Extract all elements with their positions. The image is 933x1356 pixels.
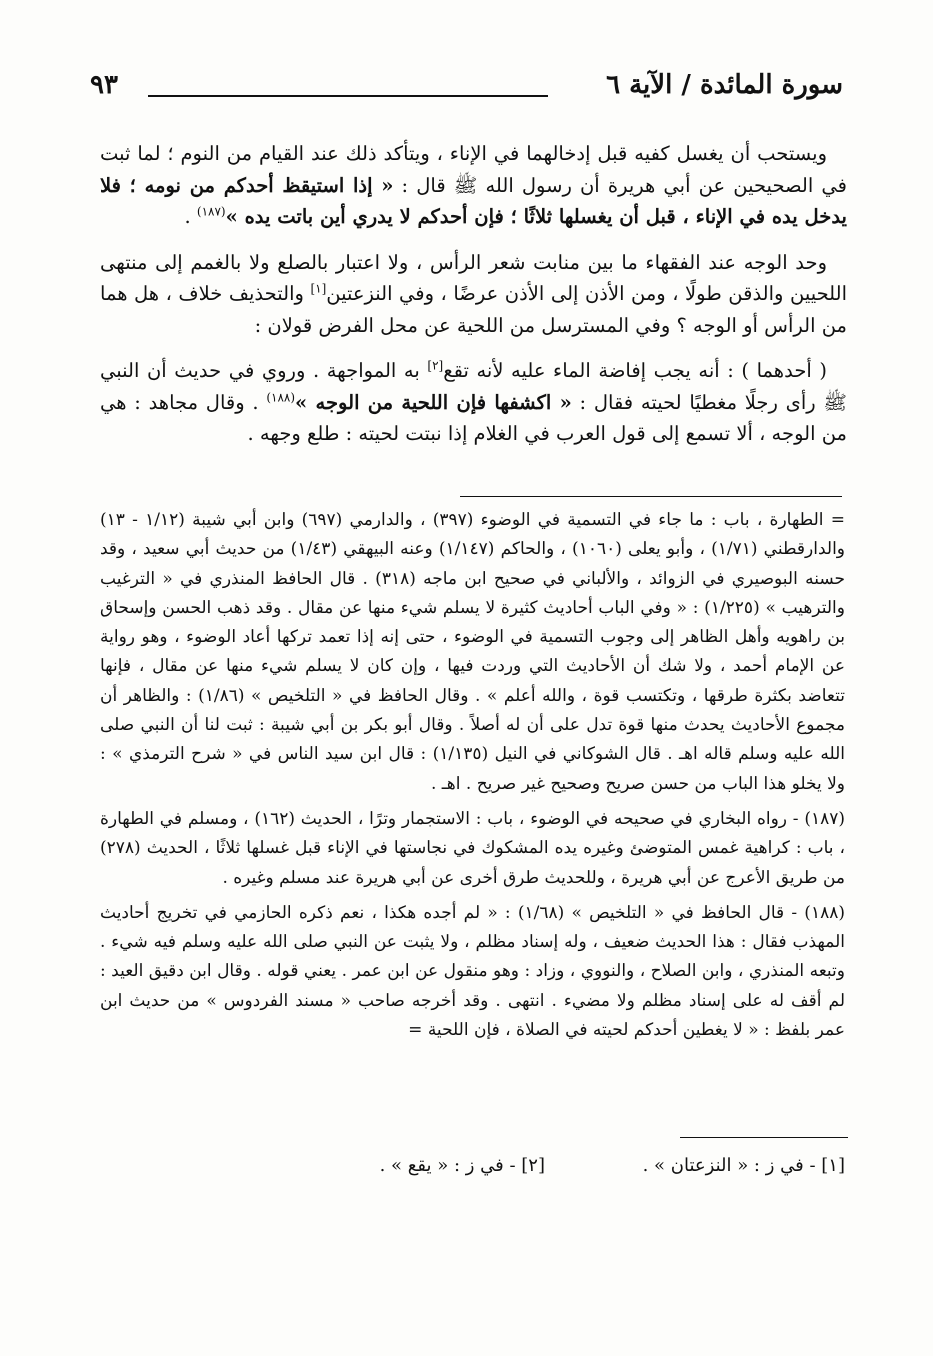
footnote-separator bbox=[460, 496, 842, 497]
page-number: ٩٣ bbox=[90, 70, 118, 100]
hadith-quote-2: « اكشفها فإن اللحية من الوجه » bbox=[295, 390, 572, 414]
paragraph-1-end: . bbox=[184, 205, 197, 228]
paragraph-3-text-a: ( أحدهما ) : أنه يجب إفاضة الماء عليه لأنه تقع bbox=[443, 359, 827, 382]
header-rule bbox=[148, 95, 548, 97]
footnote-ref-187: (١٨٧) bbox=[196, 204, 226, 219]
paragraph-2-text-a: وحد الوجه عند الفقهاء ما بين منابت شعر الرأس ، ولا اعتبار بالصلع ولا بالغمم إلى منتهى اللحيين والذقن طولًا ، ومن الأذن إلى الأذن عرضًا ، وفي النزعتين bbox=[100, 250, 847, 305]
paragraph-2-text-b: والتحذيف خلاف ، هل هما من الرأس أو الوجه ؟ وفي المسترسل من اللحية عن محل الفرض قولان : bbox=[100, 282, 847, 337]
page-header bbox=[90, 70, 843, 110]
footnote-187: (١٨٧) - رواه البخاري في صحيحه في الوضوء ، باب : الاستجمار وترًا ، الحديث (١٦٢) ، ومسلم في الطهارة ، باب : كراهية غمس المتوضئ وغيره يده المشكوك في نجاستها في الإناء قبل غسلها ثلاثًا ، الحديث (٢٧٨) من طريق الأعرج عن أبي هريرة ، وللحديث طرق أخرى عن أبي هريرة عند مسلم وغيره . bbox=[100, 808, 845, 888]
editor-note-1: [١] - في ز : « النزعتان » . bbox=[642, 1155, 845, 1176]
paragraph-2 bbox=[100, 247, 847, 342]
paragraph-3 bbox=[100, 355, 847, 450]
footnote-continuation: = الطهارة ، باب : ما جاء في التسمية في الوضوء (٣٩٧) ، والدارمي (٦٩٧) وابن أبي شيبة (١/١٢ - ١٣) والدارقطني (١/٧١) ، وأبو يعلى (١٠٦٠) ، والحاكم (١/١٤٧) وعنه البيهقي (١/٤٣) من حديث أبي سعيد ، وقد حسنه البوصيري في الزوائد ، والألباني في صحيح ابن ماجه (٣١٨) . قال الحافظ المنذري في « الترغيب والترهيب » (١/٢٢٥) : « وفي الباب أحاديث كثيرة لا يسلم شيء منها عن مقال . وقد ذهب الحسن وإسحاق بن راهويه وأهل الظاهر إلى وجوب التسمية في الوضوء ، حتى إنه إذا تعمد تركها أعاد الوضوء ، وهو رواية عن الإمام أحمد ، ولا شك أن الأحاديث التي وردت فيها ، وإن كان لا يسلم شيء منها عن مقال ، فإنها تتعاضد بكثرة طرقها ، وتكتسب قوة ، والله أعلم » . وقال الحافظ في « التلخيص » (١/٨٦) : والظاهر أن مجموع الأحاديث يحدث منها قوة تدل على أن له أصلاً . وقال أبو بكر بن أبي شيبة : ثبت لنا أن النبي صلى الله عليه وسلم قاله اهـ . قال الشوكاني في النيل (١/١٣٥) : قال ابن سيد الناس في « شرح الترمذي » : ولا يخلو هذا الباب من حسن صريح وصحيح غير صريح . اهـ . bbox=[100, 510, 846, 794]
paragraph-1-text: ويستحب أن يغسل كفيه قبل إدخالهما في الإناء ، ويتأكد ذلك عند القيام من النوم ؛ لما ثبت في الصحيحين عن أبي هريرة أن رسول الله ﷺ قال : bbox=[100, 142, 847, 197]
footnote-188: (١٨٨) - قال الحافظ في « التلخيص » (١/٦٨) : « لم أجده هكذا ، نعم ذكره الحازمي في تخريج أحاديث المهذب فقال : هذا الحديث ضعيف ، وله إسناد مظلم ، ولا يثبت عن النبي صلى الله عليه وسلم فيه شيء . وتبعه المنذري ، وابن الصلاح ، والنووي ، وزاد : وهو منقول عن ابن عمر . يعني قوله . وقال ابن دقيق العيد : لم أقف له على إسناد مظلم ولا مضيء . انتهى . وقد أخرجه صاحب « مسند الفردوس » من حديث ابن عمر بلفظ : « لا يغطين أحدكم لحيته في الصلاة ، فإن اللحية = bbox=[100, 902, 845, 1041]
surah-title: سورة المائدة / الآية ٦ bbox=[606, 70, 843, 100]
paragraph-3-text-b: به المواجهة . وروي في حديث أن النبي ﷺ رأى رجلًا مغطيًا لحيته فقال : bbox=[100, 359, 847, 414]
editor-notes-separator bbox=[680, 1137, 848, 1138]
editor-mark-2: [٢] bbox=[427, 358, 444, 373]
paragraph-1 bbox=[100, 138, 847, 233]
paragraph-3-text-c: . وقال مجاهد : هي من الوجه ، ألا تسمع إلى قول العرب في الغلام إذا نبتت لحيته : طلع وجهه . bbox=[100, 390, 847, 445]
editor-mark-1: [١] bbox=[310, 281, 327, 296]
footnotes bbox=[100, 506, 845, 1051]
editor-note-2: [٢] - في ز : « يقع » . bbox=[379, 1155, 545, 1176]
hadith-quote-1: « إذا استيقظ أحدكم من نومه ؛ فلا يدخل يده في الإناء ، قبل أن يغسلها ثلاثًا ؛ فإن أحدكم لا يدري أين باتت يده » bbox=[100, 173, 847, 228]
footnote-ref-188: (١٨٨) bbox=[266, 390, 296, 404]
main-text bbox=[100, 138, 847, 464]
